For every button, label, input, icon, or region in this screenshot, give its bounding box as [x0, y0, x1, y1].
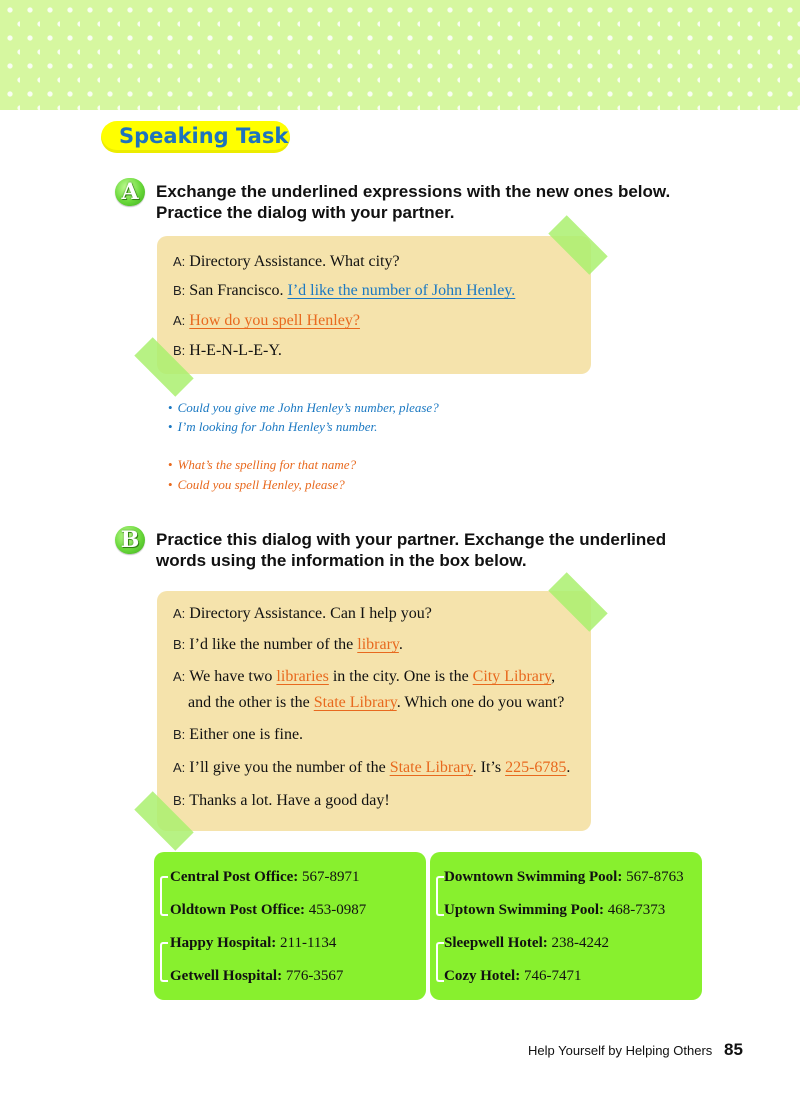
speaker-label: B:	[173, 343, 186, 358]
dialog-line: and the other is the State Library. Which one do you want?	[188, 694, 565, 711]
underlined-word: State Library	[313, 694, 397, 711]
underlined-word: City Library	[472, 668, 552, 685]
part-b-instruction-line1: Practice this dialog with your partner. Exchange the underlined	[156, 530, 667, 549]
speaker-label: B:	[173, 727, 186, 742]
speaker-label: A:	[173, 313, 186, 328]
dialog-text: Directory Assistance. What city?	[189, 253, 400, 270]
dialog-text: H-E-N-L-E-Y.	[189, 342, 282, 359]
footer-text: Help Yourself by Helping Others	[528, 1043, 713, 1058]
dialog-line	[173, 312, 360, 330]
underlined-word: libraries	[276, 668, 329, 685]
dialog-line	[173, 253, 400, 271]
part-a-badge-letter: A	[121, 179, 139, 205]
underlined-word: State Library	[389, 759, 473, 776]
dialog-line: A: I’ll give you the number of the State Library. It’s 225-6785.	[173, 759, 571, 776]
directory-entry: Oldtown Post Office: 453-0987	[170, 902, 367, 918]
section-title: Speaking Task	[119, 124, 289, 148]
directory-entry: Downtown Swimming Pool: 567-8763	[444, 869, 684, 885]
part-a-instruction-line2: Practice the dialog with your partner.	[156, 203, 455, 222]
dialog-text: San Francisco.	[189, 282, 288, 299]
underlined-expression: I’d like the number of John Henley.	[287, 282, 516, 299]
speaker-label: A:	[173, 669, 186, 684]
dialog-line: B: Thanks a lot. Have a good day!	[173, 792, 390, 809]
page-number: 85	[724, 1040, 743, 1059]
speaker-label: B:	[173, 793, 186, 808]
part-a-instruction	[156, 181, 704, 223]
bracket-decoration	[436, 876, 444, 916]
alternative-expression: • Could you spell Henley, please?	[168, 477, 345, 492]
alternative-expression: • I’m looking for John Henley’s number.	[168, 419, 378, 434]
dialog-line: A: We have two libraries in the city. One is the City Library,	[173, 668, 556, 685]
part-a-badge	[115, 178, 145, 206]
bracket-decoration	[160, 876, 168, 916]
directory-entry: Getwell Hospital: 776-3567	[170, 968, 344, 984]
part-b-instruction-line2: words using the information in the box below.	[156, 551, 527, 570]
underlined-word: 225-6785	[505, 759, 567, 776]
speaker-label: A:	[173, 760, 186, 775]
dialog-line: A: Directory Assistance. Can I help you?	[173, 605, 432, 622]
directory-entry: Cozy Hotel: 746-7471	[444, 968, 582, 984]
dialog-line	[173, 282, 515, 300]
directory-entry: Sleepwell Hotel: 238-4242	[444, 935, 609, 951]
bracket-decoration	[160, 942, 168, 982]
alternative-expression: • What’s the spelling for that name?	[168, 457, 357, 472]
header-banner	[0, 0, 800, 110]
part-b-badge-letter: B	[120, 527, 140, 553]
dialog-line: B: I’d like the number of the library.	[173, 636, 403, 653]
speaker-label: A:	[173, 254, 186, 269]
bracket-decoration	[436, 942, 444, 982]
speaker-label: B:	[173, 283, 186, 298]
directory-entry: Uptown Swimming Pool: 468-7373	[444, 902, 666, 918]
speaker-label: B:	[173, 637, 186, 652]
directory-entry: Happy Hospital: 211-1134	[170, 935, 337, 951]
underlined-expression: How do you spell Henley?	[189, 312, 360, 329]
dialog-line: B: Either one is fine.	[173, 726, 304, 743]
speaker-label: A:	[173, 606, 186, 621]
underlined-word: library	[357, 636, 399, 653]
alternative-expression: • Could you give me John Henley’s number, please?	[168, 400, 439, 415]
part-a-instruction-line1: Exchange the underlined expressions with the new ones below.	[156, 182, 671, 201]
part-b-badge	[115, 526, 145, 554]
directory-entry: Central Post Office: 567-8971	[170, 869, 360, 885]
part-b-instruction	[156, 529, 704, 571]
dialog-line	[173, 342, 282, 360]
